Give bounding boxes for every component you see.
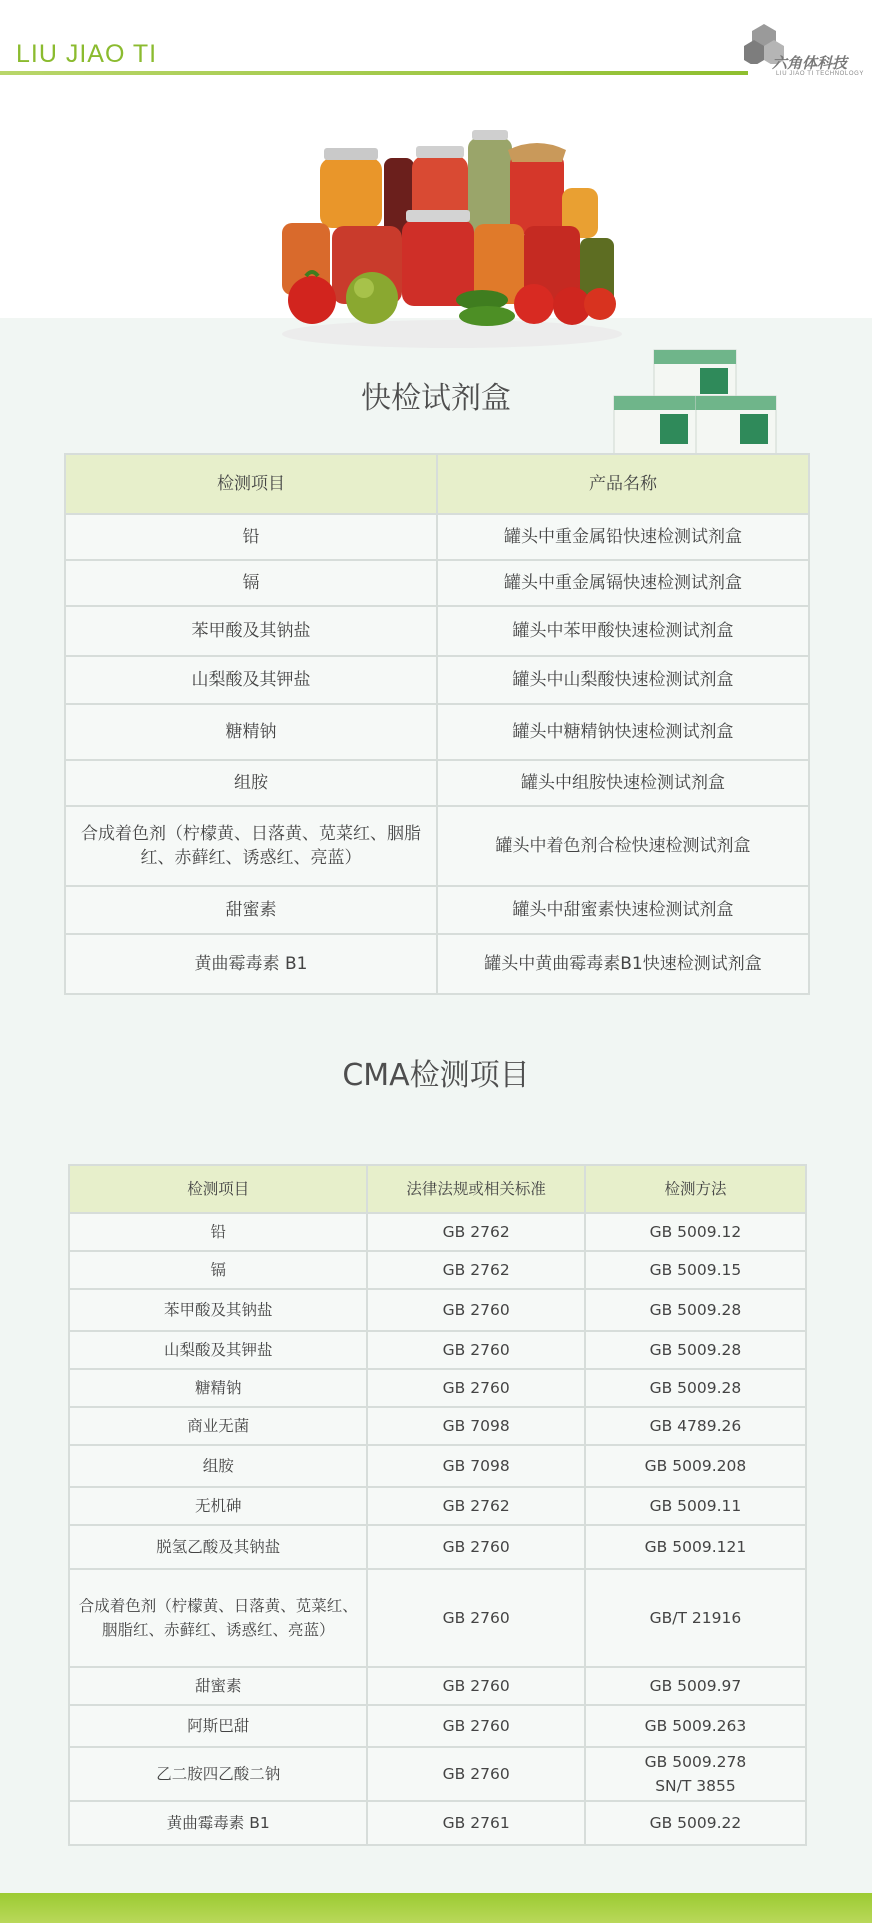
page-header bbox=[0, 0, 872, 90]
cell-standard: GB 2762 bbox=[367, 1251, 584, 1289]
header-divider bbox=[0, 71, 748, 75]
table-row bbox=[65, 886, 809, 934]
cell-item: 黄曲霉毒素 B1 bbox=[69, 1801, 367, 1845]
table-row bbox=[65, 806, 809, 886]
cell-standard: GB 7098 bbox=[367, 1407, 584, 1445]
cell-item: 甜蜜素 bbox=[69, 1667, 367, 1705]
cell-item: 阿斯巴甜 bbox=[69, 1705, 367, 1747]
cell-standard: GB 2760 bbox=[367, 1289, 584, 1331]
logo-text: 六角体科技 bbox=[772, 54, 848, 72]
table-header-row bbox=[69, 1165, 806, 1213]
cell-standard: GB 2760 bbox=[367, 1705, 584, 1747]
table-row bbox=[69, 1705, 806, 1747]
table-row bbox=[69, 1747, 806, 1801]
table-row bbox=[69, 1801, 806, 1845]
cell-item: 商业无菌 bbox=[69, 1407, 367, 1445]
cell-item: 黄曲霉毒素 B1 bbox=[65, 934, 437, 994]
cell-item: 铅 bbox=[69, 1213, 367, 1251]
table-row bbox=[69, 1369, 806, 1407]
cell-standard: GB 2760 bbox=[367, 1369, 584, 1407]
brand-wordmark: LIU JIAO TI bbox=[16, 40, 158, 68]
cell-method: GB 5009.97 bbox=[585, 1667, 806, 1705]
cell-item: 铅 bbox=[65, 514, 437, 560]
cell-product: 罐头中黄曲霉毒素B1快速检测试剂盒 bbox=[437, 934, 809, 994]
rapid-kits-table bbox=[64, 453, 810, 995]
table-row bbox=[65, 934, 809, 994]
col-header-method: 检测方法 bbox=[585, 1165, 806, 1213]
col-header-product: 产品名称 bbox=[437, 454, 809, 514]
cell-product: 罐头中组胺快速检测试剂盒 bbox=[437, 760, 809, 806]
table-row bbox=[65, 656, 809, 704]
cell-item: 苯甲酸及其钠盐 bbox=[65, 606, 437, 656]
cell-standard: GB 2760 bbox=[367, 1569, 584, 1667]
table-row bbox=[69, 1487, 806, 1525]
cell-standard: GB 7098 bbox=[367, 1445, 584, 1487]
cell-method: GB 5009.28 bbox=[585, 1289, 806, 1331]
cell-standard: GB 2760 bbox=[367, 1747, 584, 1801]
cell-item: 苯甲酸及其钠盐 bbox=[69, 1289, 367, 1331]
cell-item: 糖精钠 bbox=[69, 1369, 367, 1407]
cell-method: GB 5009.263 bbox=[585, 1705, 806, 1747]
table-row bbox=[69, 1289, 806, 1331]
cell-standard: GB 2760 bbox=[367, 1331, 584, 1369]
section-title-cma: CMA检测项目 bbox=[342, 1058, 530, 1093]
company-logo bbox=[744, 22, 864, 80]
cell-item: 镉 bbox=[65, 560, 437, 606]
cell-standard: GB 2761 bbox=[367, 1801, 584, 1845]
cell-item: 甜蜜素 bbox=[65, 886, 437, 934]
table-row bbox=[69, 1251, 806, 1289]
col-header-item: 检测项目 bbox=[69, 1165, 367, 1213]
table-row bbox=[69, 1407, 806, 1445]
cell-method: GB 5009.121 bbox=[585, 1525, 806, 1569]
col-header-standard: 法律法规或相关标准 bbox=[367, 1165, 584, 1213]
cell-product: 罐头中重金属镉快速检测试剂盒 bbox=[437, 560, 809, 606]
cell-method: GB 5009.11 bbox=[585, 1487, 806, 1525]
table-row bbox=[69, 1569, 806, 1667]
cell-item: 山梨酸及其钾盐 bbox=[69, 1331, 367, 1369]
footer-bar bbox=[0, 1893, 872, 1923]
cell-standard: GB 2760 bbox=[367, 1525, 584, 1569]
cell-product: 罐头中糖精钠快速检测试剂盒 bbox=[437, 704, 809, 760]
table-row bbox=[69, 1667, 806, 1705]
cell-item: 组胺 bbox=[69, 1445, 367, 1487]
cell-product: 罐头中着色剂合检快速检测试剂盒 bbox=[437, 806, 809, 886]
col-header-item: 检测项目 bbox=[65, 454, 437, 514]
table-row bbox=[65, 606, 809, 656]
cell-item: 镉 bbox=[69, 1251, 367, 1289]
table-row bbox=[69, 1445, 806, 1487]
canned-food-jars-image bbox=[272, 128, 632, 350]
table-row bbox=[69, 1525, 806, 1569]
cell-method: GB 5009.12 bbox=[585, 1213, 806, 1251]
table-row bbox=[65, 760, 809, 806]
cell-product: 罐头中苯甲酸快速检测试剂盒 bbox=[437, 606, 809, 656]
cell-method: GB 5009.28 bbox=[585, 1369, 806, 1407]
section-title-rapid-kits: 快检试剂盒 bbox=[361, 381, 511, 416]
table-row bbox=[65, 560, 809, 606]
table-row bbox=[69, 1213, 806, 1251]
table-row bbox=[65, 704, 809, 760]
cell-product: 罐头中重金属铅快速检测试剂盒 bbox=[437, 514, 809, 560]
cell-method: GB 5009.22 bbox=[585, 1801, 806, 1845]
cell-standard: GB 2760 bbox=[367, 1667, 584, 1705]
cell-method: GB/T 21916 bbox=[585, 1569, 806, 1667]
cell-item: 山梨酸及其钾盐 bbox=[65, 656, 437, 704]
table-row bbox=[69, 1331, 806, 1369]
cell-standard: GB 2762 bbox=[367, 1487, 584, 1525]
cell-item: 组胺 bbox=[65, 760, 437, 806]
cell-product: 罐头中山梨酸快速检测试剂盒 bbox=[437, 656, 809, 704]
cell-method: GB 4789.26 bbox=[585, 1407, 806, 1445]
cell-method: GB 5009.15 bbox=[585, 1251, 806, 1289]
table-row bbox=[65, 514, 809, 560]
cell-method: GB 5009.28 bbox=[585, 1331, 806, 1369]
cell-item: 合成着色剂（柠檬黄、日落黄、苋菜红、胭脂红、赤藓红、诱惑红、亮蓝） bbox=[65, 806, 437, 886]
cell-product: 罐头中甜蜜素快速检测试剂盒 bbox=[437, 886, 809, 934]
test-kit-boxes-image bbox=[612, 348, 778, 458]
cell-item: 乙二胺四乙酸二钠 bbox=[69, 1747, 367, 1801]
table-header-row bbox=[65, 454, 809, 514]
cell-item: 合成着色剂（柠檬黄、日落黄、苋菜红、胭脂红、赤藓红、诱惑红、亮蓝） bbox=[69, 1569, 367, 1667]
cell-item: 脱氢乙酸及其钠盐 bbox=[69, 1525, 367, 1569]
cell-method: GB 5009.278 SN/T 3855 bbox=[585, 1747, 806, 1801]
cell-method: GB 5009.208 bbox=[585, 1445, 806, 1487]
cell-item: 糖精钠 bbox=[65, 704, 437, 760]
cell-item: 无机砷 bbox=[69, 1487, 367, 1525]
cma-items-table bbox=[68, 1164, 807, 1846]
logo-subtext: LIU JIAO TI TECHNOLOGY bbox=[776, 71, 864, 77]
cell-standard: GB 2762 bbox=[367, 1213, 584, 1251]
